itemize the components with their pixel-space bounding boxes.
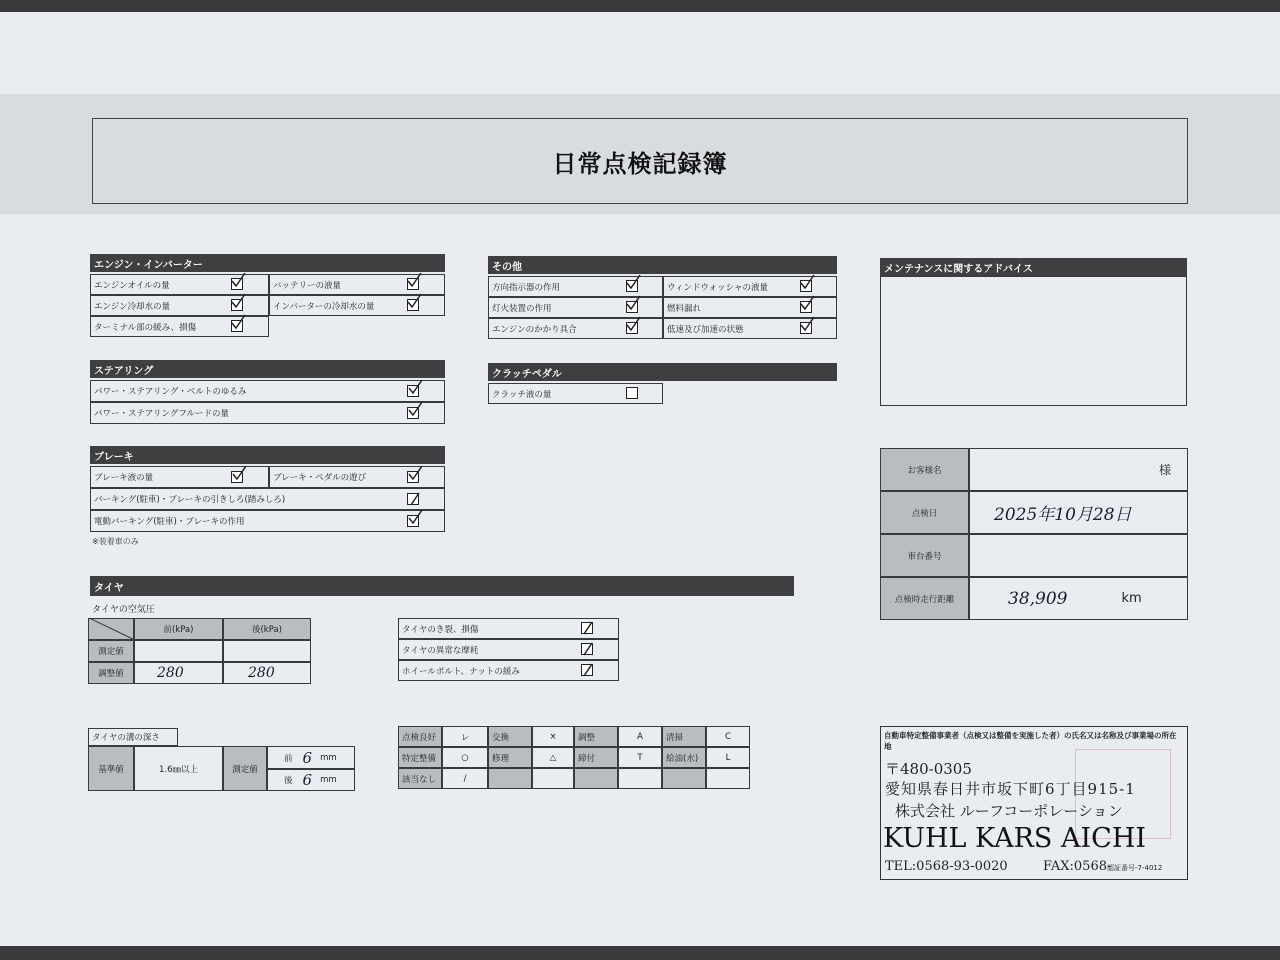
washer-label: ウィンドウォッシャの液量 xyxy=(667,282,768,293)
legend-r2-c1 xyxy=(398,747,442,768)
legend-special-symbol: ○ xyxy=(461,752,469,763)
legend-repair-symbol: △ xyxy=(549,752,557,763)
legend-replace-symbol: × xyxy=(549,731,557,742)
check-mark-icon xyxy=(407,379,423,395)
front-pressure-header-label: 前(kPa) xyxy=(163,625,194,635)
clutch-header xyxy=(488,363,837,381)
customer-name-suffix: 様 xyxy=(1158,463,1171,477)
measure-label-cell xyxy=(223,746,267,791)
pressure-corner-cell xyxy=(88,618,134,640)
check-mark-icon xyxy=(625,295,641,311)
check-mark-icon xyxy=(406,293,422,309)
legend-good-symbol: レ xyxy=(460,732,470,743)
rear-depth-value: 6 xyxy=(302,771,313,789)
legend-r3-c5 xyxy=(574,768,618,789)
engine-header xyxy=(90,254,445,272)
rear-depth-label: 後 xyxy=(284,776,293,786)
check-mark-icon xyxy=(407,465,423,481)
legend-r1-c5 xyxy=(574,726,618,747)
check-mark-icon xyxy=(230,293,246,309)
legend-fill-symbol: L xyxy=(725,752,731,763)
ps-belt-row xyxy=(90,380,445,402)
shop-box xyxy=(880,726,1188,880)
brake-fluid-label: ブレーキ液の量 xyxy=(94,473,154,483)
legend-na-symbol: / xyxy=(463,773,467,784)
engine-start-label: エンジンのかかり具合 xyxy=(492,324,577,335)
fuel-leak-label: 燃料漏れ xyxy=(667,303,702,314)
front-depth-cell[interactable] xyxy=(267,746,355,769)
shop-fax: FAX:0568- xyxy=(1043,859,1112,874)
legend-r1-c3 xyxy=(488,726,532,747)
check-mark-icon xyxy=(407,509,423,525)
rear-depth-cell[interactable] xyxy=(267,769,355,791)
legend-adjust-label: 調整 xyxy=(578,732,596,743)
legend-good-label: 点検良好 xyxy=(402,732,437,743)
legend-r3-c8 xyxy=(706,768,750,789)
legend-fill-label: 給油(水) xyxy=(666,753,699,764)
paper-sheet xyxy=(0,12,1280,946)
advice-header-label: メンテナンスに関するアドバイス xyxy=(884,263,1033,275)
ps-belt-label: パワー・ステアリング・ベルトのゆるみ xyxy=(94,387,247,397)
slash-mark-icon xyxy=(580,641,596,657)
tire-wear-label: タイヤの異常な摩耗 xyxy=(402,645,479,656)
front-adjusted-value: 280 xyxy=(157,665,184,681)
check-mark-icon xyxy=(625,274,641,290)
other-header-label: その他 xyxy=(492,261,522,273)
shop-cert: 認証番号-7-4012 xyxy=(1107,864,1163,872)
mileage-value: 38,909 xyxy=(1008,588,1068,609)
brake-pedal-label: ブレーキ・ペダルの遊び xyxy=(273,473,367,483)
rear-measured-cell[interactable] xyxy=(223,640,311,662)
title-box xyxy=(92,118,1188,204)
e-parking-label: 電動パーキング(駐車)・ブレーキの作用 xyxy=(94,517,245,527)
legend-adjust-symbol: A xyxy=(637,731,643,742)
legend-r2-c3 xyxy=(488,747,532,768)
legend-r2-c7 xyxy=(662,747,706,768)
terminal-label: ターミナル部の緩み、損傷 xyxy=(94,322,197,333)
clutch-fluid-label: クラッチ液の量 xyxy=(492,389,552,400)
legend-special-label: 特定整備 xyxy=(402,753,437,764)
brake-header-label: ブレーキ xyxy=(94,451,134,463)
slash-mark-icon xyxy=(407,491,423,507)
customer-name-label-cell xyxy=(880,448,969,491)
front-measured-cell[interactable] xyxy=(134,640,223,662)
legend-r1-c1 xyxy=(398,726,442,747)
rear-pressure-header-label: 後(kPa) xyxy=(251,625,282,635)
tire-header xyxy=(90,576,794,596)
legend-r3-c2 xyxy=(442,768,488,789)
lights-label: 灯火装置の作用 xyxy=(492,303,552,314)
legend-r3-c3 xyxy=(488,768,532,789)
front-depth-unit: mm xyxy=(320,752,337,763)
legend-r1-c8 xyxy=(706,726,750,747)
shop-postal: 〒480-0305 xyxy=(885,760,972,778)
check-mark-icon xyxy=(231,465,247,481)
front-adjusted-cell[interactable] xyxy=(134,662,223,684)
standard-value-cell xyxy=(134,746,223,791)
steering-header-label: ステアリング xyxy=(94,365,154,377)
measured-label: 測定値 xyxy=(98,647,124,657)
legend-r2-c4 xyxy=(532,747,574,768)
wheel-bolt-label: ホイールボルト、ナットの緩み xyxy=(402,666,520,677)
clutch-header-label: クラッチペダル xyxy=(492,368,562,380)
front-depth-label: 前 xyxy=(284,753,293,764)
legend-r3-c7 xyxy=(662,768,706,789)
legend-r2-c6 xyxy=(618,747,662,768)
standard-label-cell xyxy=(88,746,134,791)
check-mark-icon xyxy=(407,401,423,417)
chassis-label: 車台番号 xyxy=(907,551,942,562)
legend-clean-label: 清掃 xyxy=(666,732,684,743)
front-pressure-header xyxy=(134,618,223,640)
slash-mark-icon xyxy=(580,662,596,678)
legend-r3-c6 xyxy=(618,768,662,789)
mileage-unit: km xyxy=(1121,591,1142,606)
check-mark-icon xyxy=(799,274,815,290)
adjusted-label-cell xyxy=(88,662,134,684)
shop-header: 自動車特定整備事業者（点検又は整備を実施した者）の氏名又は名称及び事業場の所在地 xyxy=(884,731,1177,751)
accel-label: 低速及び加速の状態 xyxy=(667,324,744,335)
mileage-value-cell[interactable] xyxy=(969,577,1188,620)
legend-r1-c6 xyxy=(618,726,662,747)
brake-header xyxy=(90,446,445,464)
advice-header xyxy=(880,258,1187,276)
customer-name-label: お客様名 xyxy=(907,465,942,476)
rear-pressure-header xyxy=(223,618,311,640)
clutch-fluid-checkbox[interactable] xyxy=(626,387,638,399)
engine-header-label: エンジン・インバーター xyxy=(94,259,203,271)
legend-clean-symbol: C xyxy=(725,731,731,742)
ps-fluid-label: パワー・ステアリングフルードの量 xyxy=(94,409,229,419)
front-depth-value: 6 xyxy=(302,748,313,767)
other-header xyxy=(488,256,837,274)
check-mark-icon xyxy=(230,314,246,330)
legend-r1-c7 xyxy=(662,726,706,747)
shop-company: 株式会社 ルーフコーポレーション xyxy=(895,802,1123,820)
turn-signal-label: 方向指示器の作用 xyxy=(492,282,561,293)
measured-label-cell xyxy=(88,640,134,662)
legend-r3-c4 xyxy=(532,768,574,789)
check-mark-icon xyxy=(799,316,815,332)
tread-caption: タイヤの溝の深さ xyxy=(92,733,160,743)
check-mark-icon xyxy=(625,316,641,332)
legend-r2-c8 xyxy=(706,747,750,768)
legend-tighten-symbol: T xyxy=(637,752,643,763)
chassis-label-cell xyxy=(880,534,969,577)
check-mark-icon xyxy=(406,272,422,288)
tire-pressure-caption: タイヤの空気圧 xyxy=(92,605,155,615)
legend-tighten-label: 締付 xyxy=(578,753,596,764)
battery-label: バッテリーの液量 xyxy=(273,280,342,291)
rear-depth-unit: mm xyxy=(320,775,337,785)
shop-brand: KUHL KARS AICHI xyxy=(883,823,1147,854)
inspection-date-label-cell xyxy=(880,491,969,534)
legend-r2-c2 xyxy=(442,747,488,768)
legend-repair-label: 修理 xyxy=(492,753,510,764)
slash-mark-icon xyxy=(580,620,596,636)
legend-r1-c4 xyxy=(532,726,574,747)
check-mark-icon xyxy=(799,295,815,311)
e-parking-row xyxy=(90,510,445,532)
legend-r2-c5 xyxy=(574,747,618,768)
tire-header-label: タイヤ xyxy=(94,582,124,594)
chassis-value-cell[interactable] xyxy=(969,534,1188,577)
rear-adjusted-cell[interactable] xyxy=(223,662,311,684)
standard-value: 1.6㎜以上 xyxy=(158,764,199,775)
customer-name-value-cell[interactable] xyxy=(969,448,1188,491)
advice-box[interactable] xyxy=(880,276,1187,406)
legend-na-label: 該当なし xyxy=(402,774,437,785)
inverter-coolant-label: インバーターの冷却水の量 xyxy=(273,301,375,312)
parking-brake-label: パーキング(駐車)・ブレーキの引きしろ(踏みしろ) xyxy=(94,495,286,505)
brake-note: ※装着車のみ xyxy=(92,537,139,546)
inspection-date-label: 点検日 xyxy=(911,508,938,519)
check-mark-icon xyxy=(230,272,246,288)
rear-adjusted-value: 280 xyxy=(248,665,275,681)
legend-r3-c1 xyxy=(398,768,442,789)
standard-label: 基準値 xyxy=(98,764,124,775)
inspection-date-value: 2025年10月28日 xyxy=(994,505,1132,525)
parking-brake-row xyxy=(90,488,445,510)
steering-header xyxy=(90,360,445,378)
diagonal-line xyxy=(89,618,133,640)
legend-replace-label: 交換 xyxy=(492,732,510,743)
engine-coolant-label: エンジン冷却水の量 xyxy=(94,301,171,312)
inspection-date-value-cell[interactable] xyxy=(969,491,1188,534)
shop-address: 愛知県春日井市坂下町6丁目915-1 xyxy=(885,780,1136,798)
page-title: 日常点検記録簿 xyxy=(552,149,728,178)
measure-label: 測定値 xyxy=(232,764,258,775)
tire-crack-label: タイヤのき裂、損傷 xyxy=(402,624,479,635)
shop-tel: TEL:0568-93-0020 xyxy=(885,859,1008,874)
adjusted-label: 調整値 xyxy=(98,669,124,679)
mileage-label: 点検時走行距離 xyxy=(894,594,955,605)
engine-oil-label: エンジンオイルの量 xyxy=(94,280,170,291)
mileage-label-cell xyxy=(880,577,969,620)
ps-fluid-row xyxy=(90,402,445,424)
tread-caption-cell xyxy=(88,728,178,746)
legend-r1-c2 xyxy=(442,726,488,747)
